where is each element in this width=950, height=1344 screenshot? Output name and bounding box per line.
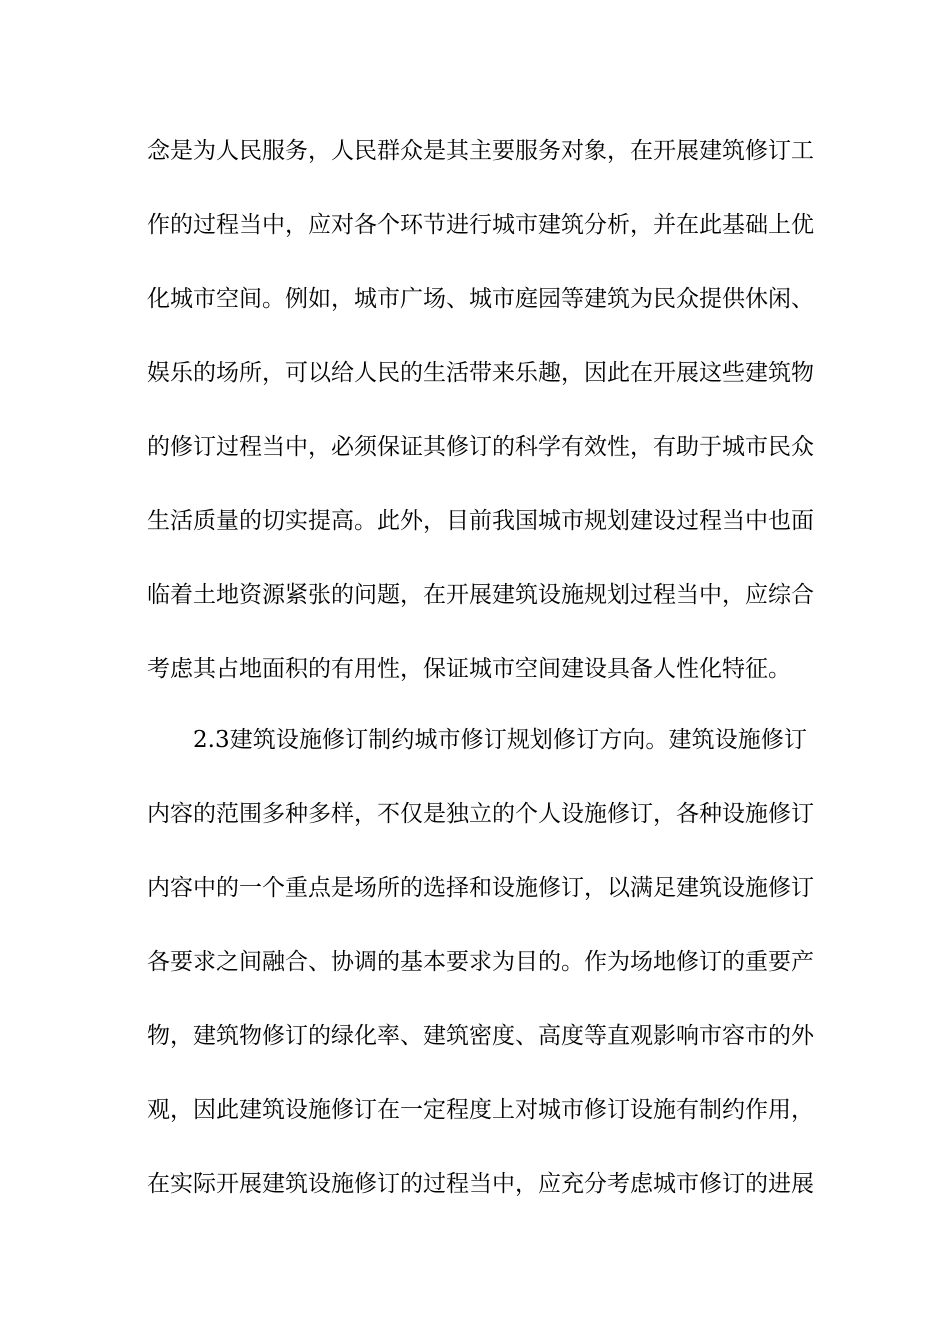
section-heading-line: 2.3建筑设施修订制约城市修订规划修订方向。建筑设施修订 [193,727,807,753]
text-line: 的修订过程当中，必须保证其修订的科学有效性，有助于城市民众 [147,434,814,460]
text-line: 内容的范围多种多样，不仅是独立的个人设施修订，各种设施修订 [147,801,814,827]
text-line: 念是为人民服务，人民群众是其主要服务对象，在开展建筑修订工 [147,138,814,164]
text-line: 在实际开展建筑设施修订的过程当中，应充分考虑城市修订的进展 [147,1171,814,1197]
text-line: 娱乐的场所，可以给人民的生活带来乐趣，因此在开展这些建筑物 [147,360,814,386]
text-line: 生活质量的切实提高。此外，目前我国城市规划建设过程当中也面 [147,508,814,534]
text-line: 各要求之间融合、协调的基本要求为目的。作为场地修订的重要产 [147,949,814,975]
text-line: 临着土地资源紧张的问题，在开展建筑设施规划过程当中，应综合 [147,582,814,608]
text-line: 考虑其占地面积的有用性，保证城市空间建设具备人性化特征。 [147,656,791,682]
text-line: 内容中的一个重点是场所的选择和设施修订，以满足建筑设施修订 [147,875,814,901]
text-line: 化城市空间。例如，城市广场、城市庭园等建筑为民众提供休闲、 [147,286,814,312]
text-line: 物，建筑物修订的绿化率、建筑密度、高度等直观影响市容市的外 [147,1023,814,1049]
text-line: 作的过程当中，应对各个环节进行城市建筑分析，并在此基础上优 [147,212,814,238]
text-line: 观，因此建筑设施修订在一定程度上对城市修订设施有制约作用， [147,1097,814,1123]
